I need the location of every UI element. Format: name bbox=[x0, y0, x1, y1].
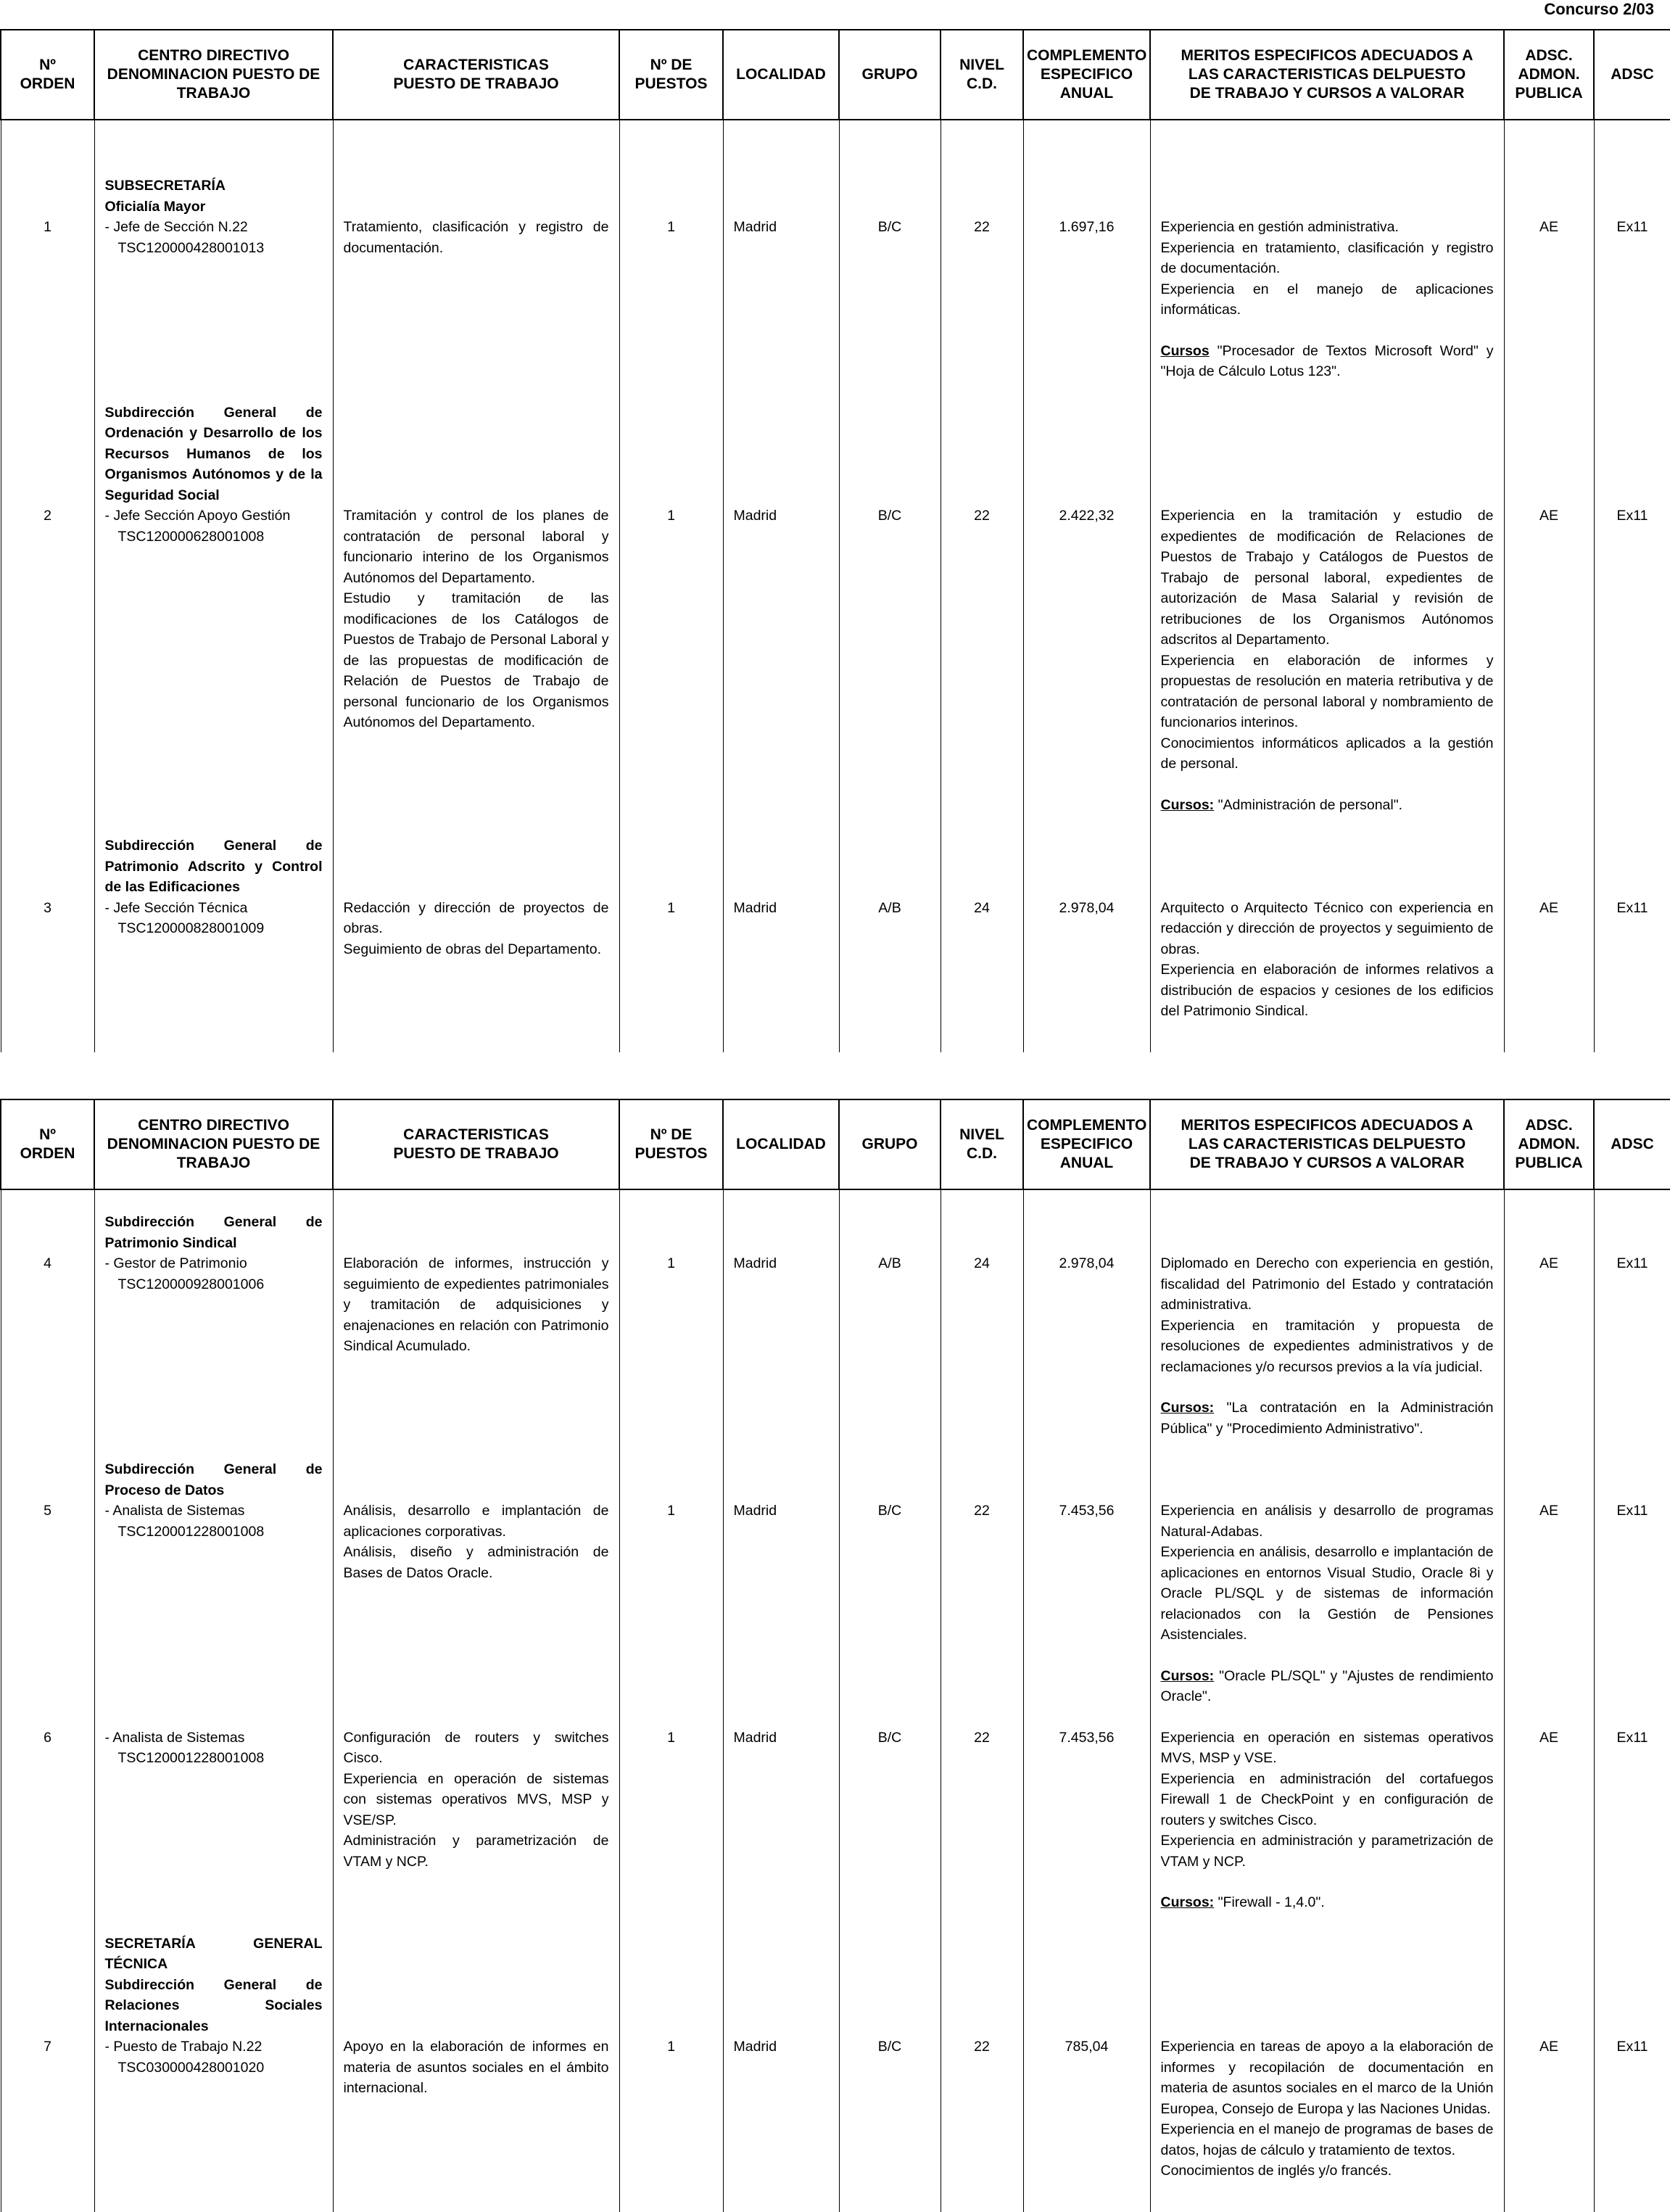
header-complemento: COMPLEMENTO ESPECIFICO ANUAL bbox=[1023, 30, 1150, 120]
adsc: Ex11 bbox=[1616, 1729, 1648, 1746]
merito-text: Experiencia en el manejo de aplicaciones informáticas. bbox=[1160, 281, 1494, 318]
grupo: B/C bbox=[877, 508, 902, 524]
cell-adsc-admon bbox=[1504, 505, 1594, 815]
cell-localidad bbox=[723, 217, 839, 382]
caracteristica-text: Configuración de routers y switches Cisco. bbox=[343, 1729, 609, 1766]
adsc: Ex11 bbox=[1616, 1255, 1648, 1271]
header-orden: Nº ORDEN bbox=[1, 30, 94, 120]
complemento-especifico: 1.697,16 bbox=[1059, 219, 1115, 235]
localidad: Madrid bbox=[733, 899, 777, 916]
cell-puestos bbox=[619, 1728, 723, 1913]
cursos-block bbox=[1161, 795, 1494, 816]
merito-text: Experiencia en gestión administrativa. bbox=[1160, 219, 1399, 235]
adsc-admon: AE bbox=[1539, 508, 1558, 524]
centro-directivo-row bbox=[1, 403, 1670, 506]
cell-localidad bbox=[723, 1253, 839, 1439]
cell-grupo bbox=[839, 1253, 941, 1439]
caracteristica-text: Administración y parametrización de VTAM y NCP. bbox=[343, 1833, 609, 1870]
puesto-codigo: TSC120001228001008 bbox=[117, 1750, 265, 1766]
cell-adsc-admon bbox=[1504, 1501, 1594, 1707]
cell-centro bbox=[94, 1253, 333, 1439]
vacancy-table-1 bbox=[0, 29, 1670, 1052]
cell-caracteristicas bbox=[333, 2036, 619, 2182]
centro-directivo-row bbox=[1, 835, 1670, 898]
centro-directivo-heading: SUBSECRETARÍA bbox=[104, 178, 226, 194]
centro-directivo-row bbox=[1, 1459, 1670, 1501]
cell-nivel bbox=[941, 217, 1023, 382]
grupo: B/C bbox=[877, 219, 902, 235]
header-orden: Nº ORDEN bbox=[1, 1099, 94, 1189]
caracteristica-text: Seguimiento de obras del Departamento. bbox=[343, 941, 602, 957]
puesto-denominacion: - Jefe Sección Apoyo Gestión bbox=[104, 508, 291, 524]
header-nivel: NIVEL C.D. bbox=[941, 1099, 1023, 1189]
header-grupo: GRUPO bbox=[839, 30, 941, 120]
num-puestos: 1 bbox=[667, 2039, 675, 2055]
cell-complemento bbox=[1023, 505, 1150, 815]
orden-number: 6 bbox=[44, 1729, 51, 1746]
header-caracteristicas: CARACTERISTICAS PUESTO DE TRABAJO bbox=[333, 1099, 619, 1189]
cell-localidad bbox=[723, 898, 839, 1022]
cell-orden bbox=[1, 217, 94, 382]
cell-orden bbox=[1, 1253, 94, 1439]
centro-directivo-heading: Subdirección General de Patrimonio Sindical bbox=[104, 1214, 323, 1251]
puesto-denominacion: - Puesto de Trabajo N.22 bbox=[104, 2039, 263, 2055]
merito-text: Experiencia en administración y parametrización de VTAM y NCP. bbox=[1160, 1833, 1494, 1870]
cell-localidad bbox=[723, 1501, 839, 1707]
complemento-especifico: 785,04 bbox=[1065, 2039, 1109, 2055]
nivel: 22 bbox=[974, 219, 990, 235]
cell-caracteristicas bbox=[333, 1728, 619, 1913]
adsc-admon: AE bbox=[1539, 1503, 1558, 1519]
header-localidad: LOCALIDAD bbox=[723, 30, 839, 120]
header-row bbox=[1, 30, 1670, 120]
centro-directivo-row bbox=[1, 1212, 1670, 1253]
cell-complemento bbox=[1023, 1253, 1150, 1439]
cursos-block bbox=[1161, 341, 1494, 382]
cursos-block bbox=[1161, 1892, 1494, 1913]
cell-orden bbox=[1, 1728, 94, 1913]
cell-adsc bbox=[1594, 505, 1670, 815]
table-row bbox=[1, 1501, 1670, 1707]
merito-text: Experiencia en el manejo de programas de bases de datos, hojas de cálculo y tratamiento de textos. bbox=[1160, 2121, 1494, 2158]
cursos-text: "Administración de personal". bbox=[1214, 796, 1403, 813]
cell-centro bbox=[94, 505, 333, 815]
orden-number: 5 bbox=[44, 1503, 51, 1519]
adsc: Ex11 bbox=[1616, 1503, 1648, 1519]
merito-text: Arquitecto o Arquitecto Técnico con experiencia en redacción y dirección de proyectos y seguimiento de obras. bbox=[1160, 899, 1494, 957]
localidad: Madrid bbox=[733, 2039, 777, 2055]
cell-meritos bbox=[1150, 217, 1504, 382]
complemento-especifico: 7.453,56 bbox=[1059, 1503, 1115, 1519]
cell-nivel bbox=[941, 1501, 1023, 1707]
orden-number: 2 bbox=[44, 508, 51, 524]
puesto-denominacion: - Gestor de Patrimonio bbox=[104, 1255, 247, 1271]
cursos-label: Cursos bbox=[1160, 342, 1210, 359]
cursos-text: "Firewall - 1,4.0". bbox=[1214, 1894, 1325, 1910]
num-puestos: 1 bbox=[667, 899, 675, 916]
cell-caracteristicas bbox=[333, 217, 619, 382]
merito-text: Experiencia en la tramitación y estudio de expedientes de modificación de Relaciones de Puestos de Trabajo y Catálogos de Puestos de Trabajo de personal laboral, expedientes de autorización de Masa Salarial y revisión de retribuciones de los Organismos Autónomos adscritos al Departamento. bbox=[1160, 508, 1494, 648]
complemento-especifico: 2.422,32 bbox=[1059, 508, 1115, 524]
cell-complemento bbox=[1023, 1501, 1150, 1707]
centro-directivo-heading: Subdirección General de Proceso de Datos bbox=[104, 1461, 323, 1498]
cursos-text: "La contratación en la Administración Pública" y "Procedimiento Administrativo". bbox=[1160, 1400, 1494, 1437]
puesto-codigo: TSC120000928001006 bbox=[117, 1276, 265, 1292]
cursos-text: "Procesador de Textos Microsoft Word" y "Hoja de Cálculo Lotus 123". bbox=[1160, 342, 1494, 379]
merito-text: Experiencia en operación en sistemas operativos MVS, MSP y VSE. bbox=[1160, 1729, 1494, 1766]
cell-puestos bbox=[619, 1253, 723, 1439]
cursos-label: Cursos: bbox=[1160, 1667, 1215, 1684]
caracteristica-text: Análisis, diseño y administración de Bases de Datos Oracle. bbox=[343, 1544, 609, 1581]
header-caracteristicas: CARACTERISTICAS PUESTO DE TRABAJO bbox=[333, 30, 619, 120]
cell-caracteristicas bbox=[333, 505, 619, 815]
cell-nivel bbox=[941, 898, 1023, 1022]
grupo: B/C bbox=[877, 1729, 902, 1746]
cell-adsc bbox=[1594, 1253, 1670, 1439]
header-adsc: ADSC bbox=[1594, 30, 1670, 120]
cell-centro bbox=[94, 1728, 333, 1913]
nivel: 22 bbox=[974, 2039, 990, 2055]
puesto-codigo: TSC120001228001008 bbox=[117, 1523, 265, 1540]
cell-meritos bbox=[1150, 2036, 1504, 2182]
table-row bbox=[1, 2036, 1670, 2182]
adsc-admon: AE bbox=[1539, 1729, 1558, 1746]
cell-orden bbox=[1, 505, 94, 815]
centro-directivo-row bbox=[1, 176, 1670, 217]
cursos-label: Cursos: bbox=[1160, 1894, 1215, 1910]
cell-adsc-admon bbox=[1504, 1253, 1594, 1439]
header-adsc-admon: ADSC. ADMON. PUBLICA bbox=[1504, 30, 1594, 120]
cell-localidad bbox=[723, 1728, 839, 1913]
cell-adsc-admon bbox=[1504, 217, 1594, 382]
cell-grupo bbox=[839, 898, 941, 1022]
cell-puestos bbox=[619, 1501, 723, 1707]
nivel: 22 bbox=[974, 1729, 990, 1746]
cell-complemento bbox=[1023, 2036, 1150, 2182]
merito-text: Experiencia en tareas de apoyo a la elaboración de informes y recopilación de documentación en materia de asuntos sociales en el marco de la Unión Europea, Consejo de Europa y las Naciones Unidas. bbox=[1160, 2039, 1494, 2117]
cell-grupo bbox=[839, 1728, 941, 1913]
caracteristica-text: Redacción y dirección de proyectos de obras. bbox=[343, 899, 609, 936]
cell-meritos bbox=[1150, 1728, 1504, 1913]
cell-adsc bbox=[1594, 2036, 1670, 2182]
cell-orden bbox=[1, 1501, 94, 1707]
header-centro: CENTRO DIRECTIVO DENOMINACION PUESTO DE TRABAJO bbox=[94, 30, 333, 120]
cell-meritos bbox=[1150, 505, 1504, 815]
num-puestos: 1 bbox=[667, 1729, 675, 1746]
cell-puestos bbox=[619, 898, 723, 1022]
cursos-block bbox=[1161, 1666, 1494, 1707]
header-nivel: NIVEL C.D. bbox=[941, 30, 1023, 120]
nivel: 22 bbox=[974, 508, 990, 524]
grupo: A/B bbox=[878, 1255, 901, 1271]
cell-grupo bbox=[839, 505, 941, 815]
cell-meritos bbox=[1150, 1501, 1504, 1707]
merito-text: Experiencia en elaboración de informes relativos a distribución de espacios y cesiones de los edificios del Patrimonio Sindical. bbox=[1160, 962, 1494, 1019]
cell-adsc bbox=[1594, 898, 1670, 1022]
merito-text: Experiencia en administración del cortafuegos Firewall 1 de CheckPoint y en configuración de routers y switches Cisco. bbox=[1160, 1770, 1494, 1828]
cell-grupo bbox=[839, 2036, 941, 2182]
adsc-admon: AE bbox=[1539, 899, 1558, 916]
cursos-text: "Oracle PL/SQL" y "Ajustes de rendimiento Oracle". bbox=[1160, 1667, 1494, 1704]
cell-grupo bbox=[839, 217, 941, 382]
cell-adsc-admon bbox=[1504, 898, 1594, 1022]
cell-orden bbox=[1, 2036, 94, 2182]
merito-text: Experiencia en análisis y desarrollo de programas Natural-Adabas. bbox=[1160, 1503, 1494, 1540]
num-puestos: 1 bbox=[667, 219, 675, 235]
puesto-codigo: TSC120000828001009 bbox=[117, 920, 265, 936]
cell-adsc-admon bbox=[1504, 2036, 1594, 2182]
caracteristica-text: Tramitación y control de los planes de contratación de personal laboral y funcionario interino de los Organismos Autónomos del Departamento. bbox=[343, 508, 609, 586]
cell-nivel bbox=[941, 1728, 1023, 1913]
grupo: B/C bbox=[877, 1503, 902, 1519]
cell-puestos bbox=[619, 2036, 723, 2182]
header-puestos: Nº DE PUESTOS bbox=[619, 30, 723, 120]
orden-number: 1 bbox=[44, 219, 51, 235]
header-puestos: Nº DE PUESTOS bbox=[619, 1099, 723, 1189]
caracteristica-text: Análisis, desarrollo e implantación de aplicaciones corporativas. bbox=[343, 1503, 609, 1540]
merito-text: Experiencia en tramitación y propuesta de resoluciones de expedientes administrativos y de reclamaciones y/o recursos previos a la vía judicial. bbox=[1160, 1317, 1494, 1375]
localidad: Madrid bbox=[733, 1255, 777, 1271]
caracteristica-text: Elaboración de informes, instrucción y seguimiento de expedientes patrimoniales y tramitación de adquisiciones y enajenaciones en relación con Patrimonio Sindical Acumulado. bbox=[343, 1255, 609, 1354]
adsc: Ex11 bbox=[1616, 899, 1648, 916]
grupo: B/C bbox=[877, 2039, 902, 2055]
localidad: Madrid bbox=[733, 1729, 777, 1746]
adsc: Ex11 bbox=[1616, 219, 1648, 235]
puesto-codigo: TSC120000428001013 bbox=[117, 239, 265, 256]
cell-nivel bbox=[941, 1253, 1023, 1439]
cell-localidad bbox=[723, 505, 839, 815]
cell-caracteristicas bbox=[333, 1253, 619, 1439]
adsc: Ex11 bbox=[1616, 2039, 1648, 2055]
puesto-denominacion: - Jefe Sección Técnica bbox=[104, 899, 248, 916]
num-puestos: 1 bbox=[667, 1255, 675, 1271]
puesto-codigo: TSC030000428001020 bbox=[117, 2059, 265, 2076]
cell-centro bbox=[94, 2036, 333, 2182]
cell-meritos bbox=[1150, 898, 1504, 1022]
merito-text: Experiencia en análisis, desarrollo e implantación de aplicaciones en entornos Visual Studio, Oracle 8i y Oracle PL/SQL y de sistemas de información relacionados con la Gestión de Pensiones Asistenciales. bbox=[1160, 1544, 1494, 1643]
puesto-codigo: TSC120000628001008 bbox=[117, 528, 265, 545]
complemento-especifico: 2.978,04 bbox=[1059, 899, 1115, 916]
header-centro: CENTRO DIRECTIVO DENOMINACION PUESTO DE TRABAJO bbox=[94, 1099, 333, 1189]
puesto-denominacion: - Analista de Sistemas bbox=[104, 1729, 245, 1746]
cell-orden bbox=[1, 898, 94, 1022]
centro-directivo-heading: Subdirección General de Ordenación y Desarrollo de los Recursos Humanos de los Organismos Autónomos y de la Seguridad Social bbox=[104, 404, 323, 503]
cell-nivel bbox=[941, 505, 1023, 815]
header-localidad: LOCALIDAD bbox=[723, 1099, 839, 1189]
cell-adsc-admon bbox=[1504, 1728, 1594, 1913]
table-row bbox=[1, 898, 1670, 1022]
merito-text: Diplomado en Derecho con experiencia en gestión, fiscalidad del Patrimonio del Estado y contratación administrativa. bbox=[1160, 1255, 1494, 1313]
cursos-block bbox=[1161, 1398, 1494, 1439]
adsc-admon: AE bbox=[1539, 1255, 1558, 1271]
caracteristica-text: Estudio y tramitación de las modificaciones de los Catálogos de Puestos de Trabajo de Personal Laboral y de las propuestas de modificación de Relación de Puestos de Trabajo de personal funcionario de los Organismos Autónomos del Departamento. bbox=[343, 590, 609, 730]
cursos-label: Cursos: bbox=[1160, 1400, 1215, 1416]
merito-text: Conocimientos de inglés y/o francés. bbox=[1160, 2163, 1392, 2179]
nivel: 22 bbox=[974, 1503, 990, 1519]
centro-directivo-row bbox=[1, 1934, 1670, 2037]
num-puestos: 1 bbox=[667, 508, 675, 524]
nivel: 24 bbox=[974, 1255, 990, 1271]
cell-puestos bbox=[619, 505, 723, 815]
puesto-denominacion: - Jefe de Sección N.22 bbox=[104, 219, 248, 235]
cell-meritos bbox=[1150, 1253, 1504, 1439]
cursos-label: Cursos: bbox=[1160, 796, 1215, 813]
localidad: Madrid bbox=[733, 508, 777, 524]
complemento-especifico: 2.978,04 bbox=[1059, 1255, 1115, 1271]
centro-directivo-heading: Subdirección General de Relaciones Sociales Internacionales bbox=[104, 1976, 323, 2034]
adsc-admon: AE bbox=[1539, 219, 1558, 235]
cell-caracteristicas bbox=[333, 1501, 619, 1707]
num-puestos: 1 bbox=[667, 1503, 675, 1519]
cell-centro bbox=[94, 898, 333, 1022]
cell-localidad bbox=[723, 2036, 839, 2182]
caracteristica-text: Experiencia en operación de sistemas con sistemas operativos MVS, MSP y VSE/SP. bbox=[343, 1770, 609, 1828]
header-meritos: MERITOS ESPECIFICOS ADECUADOS A LAS CARACTERISTICAS DELPUESTO DE TRABAJO Y CURSOS A VALORAR bbox=[1150, 30, 1504, 120]
cell-complemento bbox=[1023, 217, 1150, 382]
header-grupo: GRUPO bbox=[839, 1099, 941, 1189]
vacancy-table-2 bbox=[0, 1099, 1670, 2212]
cell-puestos bbox=[619, 217, 723, 382]
merito-text: Experiencia en elaboración de informes y propuestas de resolución en materia retributiva y de contratación de personal laboral y nombramiento de funcionarios interinos. bbox=[1160, 652, 1494, 730]
header-meritos: MERITOS ESPECIFICOS ADECUADOS A LAS CARACTERISTICAS DELPUESTO DE TRABAJO Y CURSOS A VALORAR bbox=[1150, 1099, 1504, 1189]
header-adsc: ADSC bbox=[1594, 1099, 1670, 1189]
grupo: A/B bbox=[878, 899, 901, 916]
cell-grupo bbox=[839, 1501, 941, 1707]
table-row bbox=[1, 505, 1670, 815]
puesto-denominacion: - Analista de Sistemas bbox=[104, 1503, 245, 1519]
orden-number: 4 bbox=[44, 1255, 51, 1271]
localidad: Madrid bbox=[733, 219, 777, 235]
table-row bbox=[1, 1253, 1670, 1439]
header-complemento: COMPLEMENTO ESPECIFICO ANUAL bbox=[1023, 1099, 1150, 1189]
header-adsc-admon: ADSC. ADMON. PUBLICA bbox=[1504, 1099, 1594, 1189]
orden-number: 7 bbox=[44, 2039, 51, 2055]
cell-centro bbox=[94, 1501, 333, 1707]
cell-nivel bbox=[941, 2036, 1023, 2182]
adsc: Ex11 bbox=[1616, 508, 1648, 524]
merito-text: Experiencia en tratamiento, clasificación y registro de documentación. bbox=[1160, 239, 1494, 276]
cell-adsc bbox=[1594, 1501, 1670, 1707]
cell-caracteristicas bbox=[333, 898, 619, 1022]
centro-directivo-heading: Subdirección General de Patrimonio Adscrito y Control de las Edificaciones bbox=[104, 838, 323, 895]
document-ref: Concurso 2/03 bbox=[1544, 0, 1654, 18]
cell-centro bbox=[94, 217, 333, 382]
cell-complemento bbox=[1023, 898, 1150, 1022]
centro-directivo-heading: Oficialía Mayor bbox=[104, 198, 206, 215]
header-row bbox=[1, 1099, 1670, 1189]
orden-number: 3 bbox=[44, 899, 51, 916]
nivel: 24 bbox=[974, 899, 990, 916]
caracteristica-text: Tratamiento, clasificación y registro de documentación. bbox=[343, 219, 609, 256]
cell-complemento bbox=[1023, 1728, 1150, 1913]
table-row bbox=[1, 1728, 1670, 1913]
table-row bbox=[1, 217, 1670, 382]
cell-adsc bbox=[1594, 217, 1670, 382]
adsc-admon: AE bbox=[1539, 2039, 1558, 2055]
merito-text: Conocimientos informáticos aplicados a la gestión de personal. bbox=[1160, 735, 1494, 772]
localidad: Madrid bbox=[733, 1503, 777, 1519]
complemento-especifico: 7.453,56 bbox=[1059, 1729, 1115, 1746]
caracteristica-text: Apoyo en la elaboración de informes en materia de asuntos sociales en el ámbito internacional. bbox=[343, 2039, 609, 2096]
cell-adsc bbox=[1594, 1728, 1670, 1913]
centro-directivo-heading: SECRETARÍA GENERAL TÉCNICA bbox=[104, 1935, 323, 1972]
